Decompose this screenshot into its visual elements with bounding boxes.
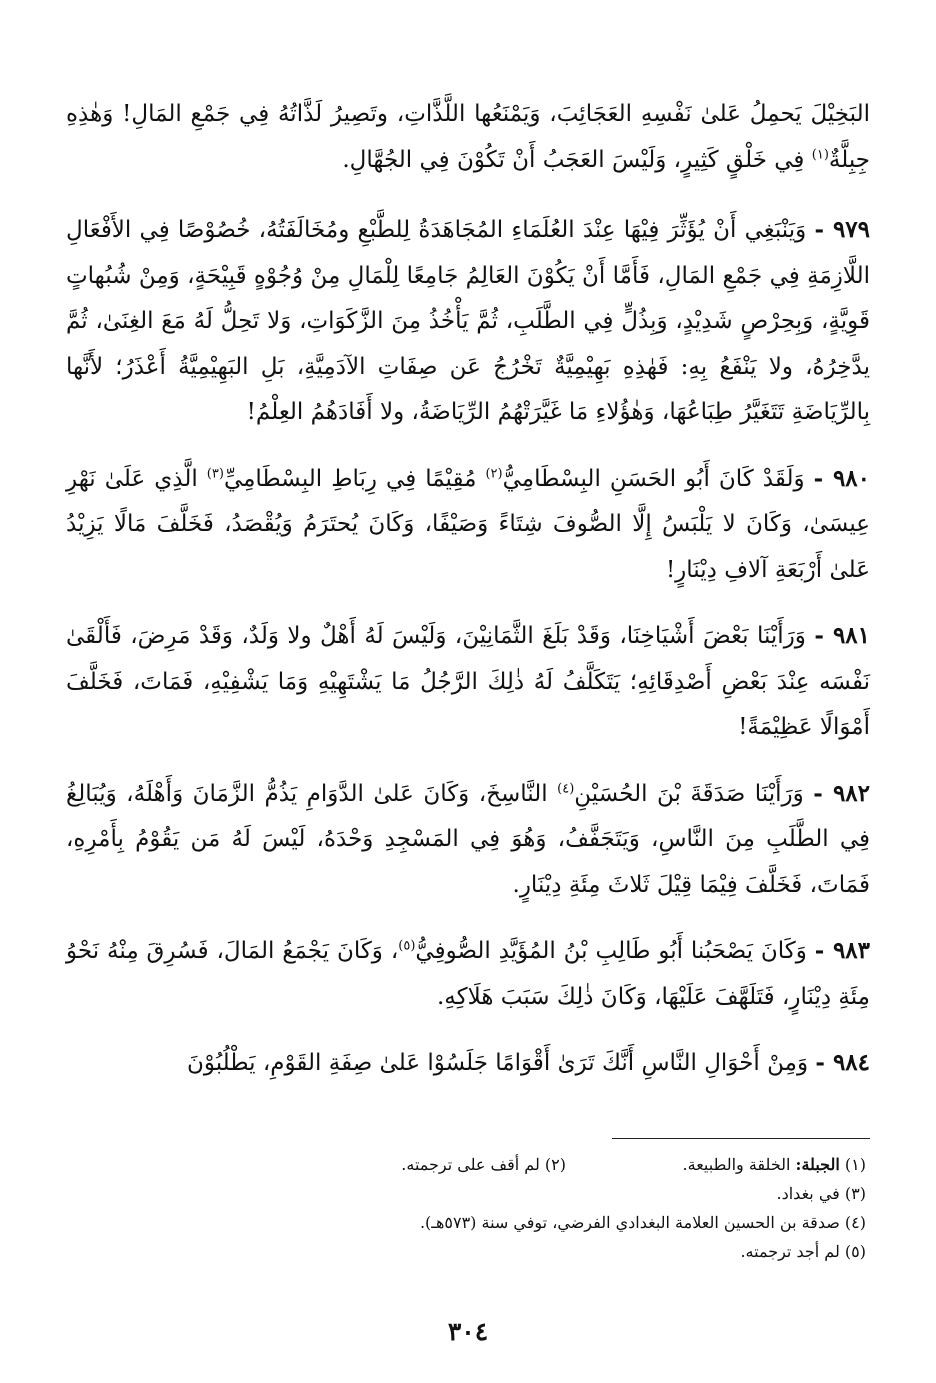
paragraph-text: وَمِنْ أَحْوَالِ النَّاسِ أَنَّكَ تَرَىٰ أَقْوَامًا جَلَسُوْا عَلىٰ صِفَةِ القَوْمِ، يَطْلُبُوْنَ	[186, 1050, 809, 1076]
footnote-number: (١)	[844, 1155, 866, 1174]
paragraph-text: النَّاسِخَ، وَكَانَ عَلىٰ الدَّوَامِ يَذُمُّ الزَّمَانَ وَأَهْلَهُ، وَيُبَالِغُ فِي الطَّلَبِ مِنَ النَّاسِ، وَيَتَجَفَّفُ، وَهُوَ فِي المَسْجِدِ وَحْدَهُ، لَيْسَ لَهُ مَن يَقُوْمُ بِأَمْرِهِ، فَمَاتَ، فَخَلَّفَ فِيْمَا قِيْلَ ثَلاثَ مِئَةِ دِيْنَارٍ.	[66, 780, 870, 898]
footnotes	[80, 1150, 866, 1266]
footnote-4	[420, 1208, 866, 1237]
footnote-term: الجبلة:	[795, 1155, 840, 1174]
footnote-marker: (٤)	[557, 780, 575, 796]
footnote-text: الخلقة والطبيعة.	[682, 1155, 796, 1174]
footnote-marker: (٢)	[485, 465, 503, 481]
footnote-row	[80, 1179, 866, 1208]
footnote-marker: (٣)	[206, 465, 224, 481]
paragraph-text: مُقِيْمًا فِي رِبَاطِ البِسْطَامِيِّ	[223, 465, 486, 492]
paragraph-979	[66, 207, 870, 436]
paragraph-number: ٩٧٩ -	[814, 216, 870, 243]
paragraph-intro	[66, 92, 870, 183]
footnote-text: صدقة بن الحسين العلامة البغدادي الفرضي، توفي سنة (٥٧٣هـ).	[419, 1213, 845, 1232]
paragraph-text: وَلَقَدْ كَانَ أَبُو الحَسَنِ البِسْطَامِيُّ	[502, 465, 805, 492]
footnote-text: لم أجد ترجمته.	[740, 1242, 845, 1261]
footnote-number: (٢)	[544, 1155, 566, 1174]
footnote-row	[80, 1208, 866, 1237]
footnote-marker: (١)	[811, 146, 829, 162]
paragraph-number: ٩٨٠ -	[813, 464, 870, 492]
paragraph-text: فِي خَلْقٍ كَثِيرٍ، وَلَيْسَ العَجَبُ أَنْ تَكُوْنَ فِي الجُهَّالِ.	[342, 146, 812, 173]
footnote-row	[80, 1150, 866, 1179]
paragraph-980	[66, 456, 870, 594]
footnote-number: (٥)	[844, 1242, 866, 1261]
paragraph-text: وَكَانَ يَصْحَبُنا أَبُو طَالِبِ بْنُ المُؤَيَّدِ الصُّوفِيُّ	[415, 938, 807, 964]
footnote-text: لم أقف على ترجمته.	[401, 1155, 545, 1174]
paragraph-984	[66, 1040, 870, 1087]
paragraph-number: ٩٨٢ -	[813, 779, 870, 807]
paragraph-982	[66, 771, 870, 909]
paragraph-text: ، وَكَانَ يَجْمَعُ المَالَ، فَسُرِقَ مِنْهُ نَحْوُ مِئَةِ دِيْنَارٍ، فَتَلَهَّفَ عَلَيْهَا، وَكَانَ ذٰلِكَ سَبَبَ هَلَاكِهِ.	[66, 938, 870, 1010]
footnote-number: (٣)	[844, 1184, 866, 1203]
footnote-row	[80, 1237, 866, 1266]
footnote-divider	[612, 1138, 870, 1139]
footnote-text: في بغداد.	[776, 1184, 845, 1203]
paragraph-text: الَّذِي عَلَىٰ نَهْرِ عِيسَىٰ، وَكَانَ لا يَلْبَسُ إِلَّا الصُّوفَ شِتَاءً وَصَيْفًا، وَكَانَ يُحتَرَمُ وَيُقْصَدُ، فَخَلَّفَ مَالًا يَزِيْدُ عَلىٰ أَرْبَعَةِ آلافِ دِيْنَارٍ!	[66, 465, 870, 583]
page-body	[66, 92, 870, 1107]
footnote-5	[740, 1237, 866, 1266]
paragraph-983	[66, 928, 870, 1020]
footnote-3	[777, 1179, 866, 1208]
footnote-marker: (٥)	[398, 938, 416, 954]
footnote-2	[401, 1150, 566, 1179]
paragraph-981	[66, 613, 870, 751]
footnote-1	[566, 1150, 866, 1179]
paragraph-text: البَخِيْلَ يَحمِلُ عَلىٰ نَفْسِهِ العَجَائِبَ، وَيَمْنَعُها اللَّذَّاتِ، وتَصِيرُ لَذَّاتُهُ فِي جَمْعِ المَالِ! وَهٰذِهِ جِبِلَّةٌ	[66, 101, 870, 173]
paragraph-text: وَرَأَيْنَا صَدَقَةَ بْنَ الحُسَيْنِ	[574, 780, 804, 807]
footnote-number: (٤)	[844, 1213, 866, 1232]
paragraph-number: ٩٨٤ -	[815, 1049, 870, 1076]
paragraph-number: ٩٨٣ -	[814, 937, 870, 964]
paragraph-text: وَرَأَيْنَا بَعْضَ أَشْيَاخِنَا، وَقَدْ بَلَغَ الثَّمَانِيْنَ، وَلَيْسَ لَهُ أَهْلٌ ولا وَلَدٌ، وَقَدْ مَرِضَ، فَأَلْقَىٰ نَفْسَه عِنْدَ بَعْضِ أَصْدِقَائِهِ؛ يَتَكَلَّفُ لَهُ ذٰلِكَ الرَّجُلُ مَا يَشْتَهِيْهِ وَمَا يَشْفِيْهِ، فَمَاتَ، فَخَلَّفَ أَمْوَالًا عَظِيْمَةً!	[66, 623, 870, 740]
paragraph-text: وَيَنْبَغِي أَنْ يُؤَثِّرَ فِيْهَا عِنْدَ العُلَمَاءِ المُجَاهَدَةُ لِلطَّبْعِ ومُخَالَفَتُهُ، خُصُوْصًا فِي الأَفْعَالِ اللَّازِمَةِ فِي جَمْعِ المَالِ، فَأَمَّا أَنْ يَكُوْنَ العَالِمُ جَامِعًا لِلْمَالِ مِنْ وُجُوْهٍ قَبِيْحَةٍ، وَمِنْ شُبُهاتٍ قَوِيَّةٍ، وَبِحِرْصٍ شَدِيْدٍ، وَبِذُلٍّ فِي الطَّلَبِ، ثُمَّ يَأْخُذُ مِنَ الزَّكَوَاتِ، وَلا تَحِلُّ لَهُ مَعَ الغِنَىٰ، ثُمَّ يدَّخِرُهُ، ولا يَنْفَعُ بِهِ: فَهٰذِهِ بَهِيْمِيَّةٌ تَخْرُجُ عَن صِفَاتِ الآدَمِيَّةِ، بَلِ البَهِيْمِيَّةُ أَعْذَرُ؛ لأَنَّها بِالرِّيَاضَةِ تَتَغَيَّرُ طِبَاعُهَا، وَهٰؤُلاءِ مَا غَيَّرَتْهُمُ الرِّيَاضَةُ، ولا أَفَادَهُمُ العِلْمُ!	[66, 217, 870, 425]
paragraph-number: ٩٨١ -	[814, 622, 871, 649]
page-number: ٣٠٤	[447, 1317, 489, 1346]
